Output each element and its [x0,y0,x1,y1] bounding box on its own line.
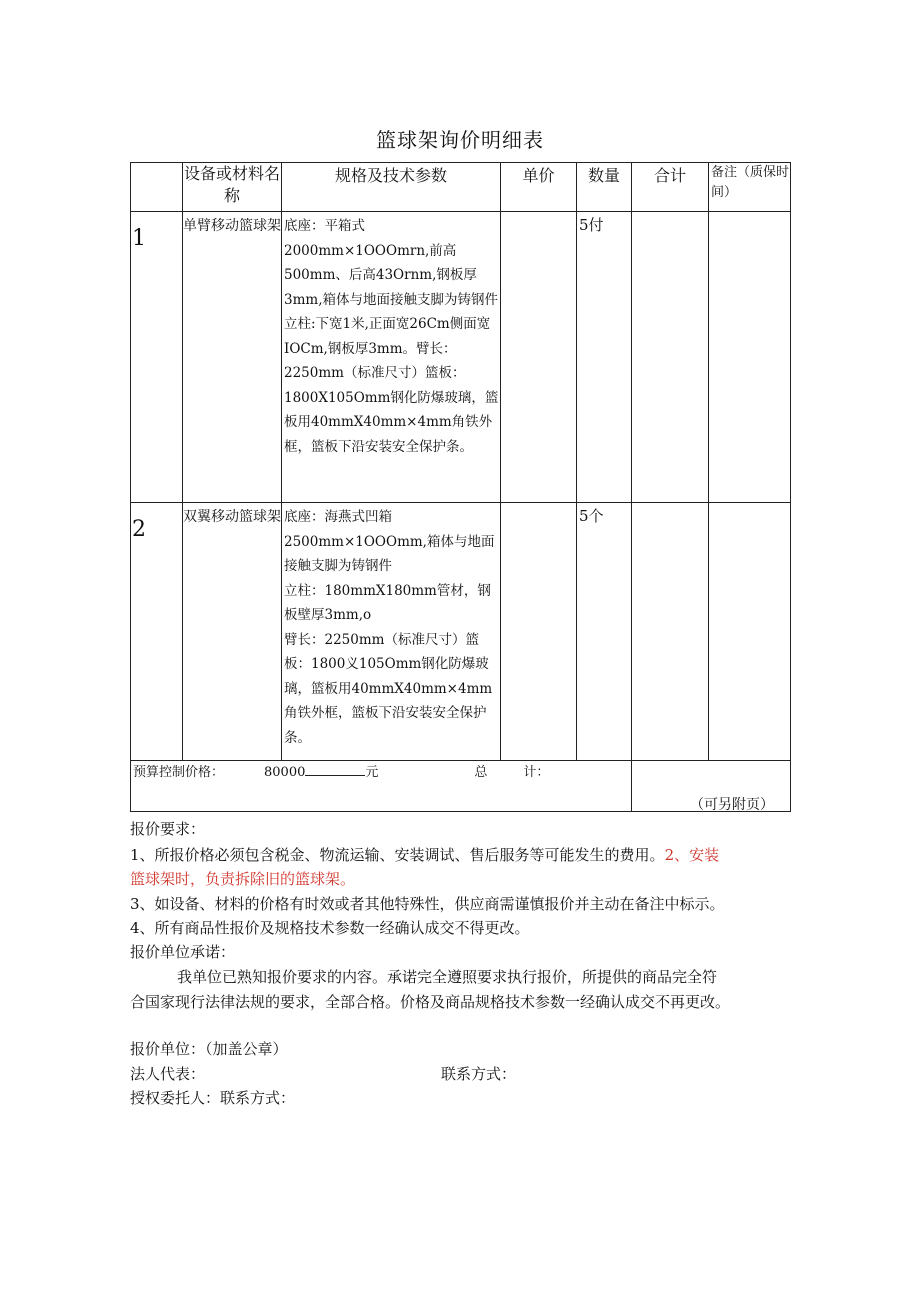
requirement-1: 1、所报价格必须包含税金、物流运输、安装调试、售后服务等可能发生的费用。 [130,846,665,864]
budget-amount: 80000 [264,765,306,780]
row-number: 1 [131,212,183,503]
budget-underline [305,763,365,776]
commitment-heading: 报价单位承诺： [130,943,236,961]
item-qty: 5个 [577,503,632,761]
attachment-note: （可另附页） [690,797,774,813]
requirement-3: 3、如设备、材料的价格有时效或者其他特殊性，供应商需谨慎报价并主动在备注中标示。 [130,895,725,913]
header-total: 合计 [632,163,709,212]
item-price [501,503,577,761]
item-note [709,212,791,503]
requirement-item [130,842,719,868]
total-label-2: 计： [523,765,550,780]
item-qty: 5付 [577,212,632,503]
header-note: 备注（质保时间） [709,163,791,212]
header-index [131,163,183,212]
table-header [131,163,791,212]
budget-cell [131,761,632,812]
commitment-line-1: 我单位已熟知报价要求的内容。承诺完全遵照要求执行报价，所提供的商品完全符 [177,968,718,986]
header-price: 单价 [501,163,577,212]
requirement-2-start: 2、安装 [664,846,720,864]
item-name: 双翼移动篮球架 [183,503,282,761]
commitment-line-2: 合国家现行法律法规的要求，全部合格。价格及商品规格技术参数一经确认成交不再更改。 [130,993,731,1011]
item-spec: 底座：平箱式2000mm×1OOOmrn,前高500mm、后高43Ornm,钢板厚3mm,箱体与地面接触支脚为铸钢件 立柱:下宽1米,正面宽26Cm侧面宽IOCm,钢板厚3mm。臂长：2250mm（标准尺寸）篮板：1800X105Omm钢化防爆玻璃，篮板用40mmX40mm×4mm角铁外框，篮板下沿安装安全保护条。 [282,212,501,503]
authorized-agent: 授权委托人：联系方式： [130,1089,296,1107]
requirement-4: 4、所有商品性报价及规格技术参数一经确认成交不得更改。 [130,919,530,937]
inquiry-table [130,162,791,812]
item-total [632,503,709,761]
requirements-heading: 报价要求： [130,820,206,838]
contact-info: 联系方式： [441,1065,517,1083]
requirement-2-end: 篮球架时，负责拆除旧的篮球架。 [130,870,356,888]
budget-unit: 元 [365,765,379,780]
item-spec: 底座：海燕式凹箱2500mm×1OOOmm,箱体与地面接触支脚为铸钢件 立柱：180mmX180mm管材，钢板壁厚3mm,o 臂长：2250mm（标准尺寸）篮板：1800义105Omm钢化防爆玻璃，篮板用40mmX40mm×4mm角铁外框，篮板下沿安装安全保护条。 [282,503,501,761]
item-name: 单臂移动篮球架 [183,212,282,503]
total-label-1: 总 [474,765,488,780]
legal-representative: 法人代表： [130,1065,206,1083]
header-spec: 规格及技术参数 [282,163,501,212]
header-qty: 数量 [577,163,632,212]
item-note [709,503,791,761]
page-title: 篮球架询价明细表 [376,128,544,152]
budget-label: 预算控制价格： [133,765,225,780]
header-name: 设备或材料名称 [183,163,282,212]
quoting-unit: 报价单位：（加盖公章） [130,1040,288,1058]
row-number: 2 [131,503,183,761]
item-total [632,212,709,503]
table-row [131,503,791,761]
item-price [501,212,577,503]
table-row [131,212,791,503]
